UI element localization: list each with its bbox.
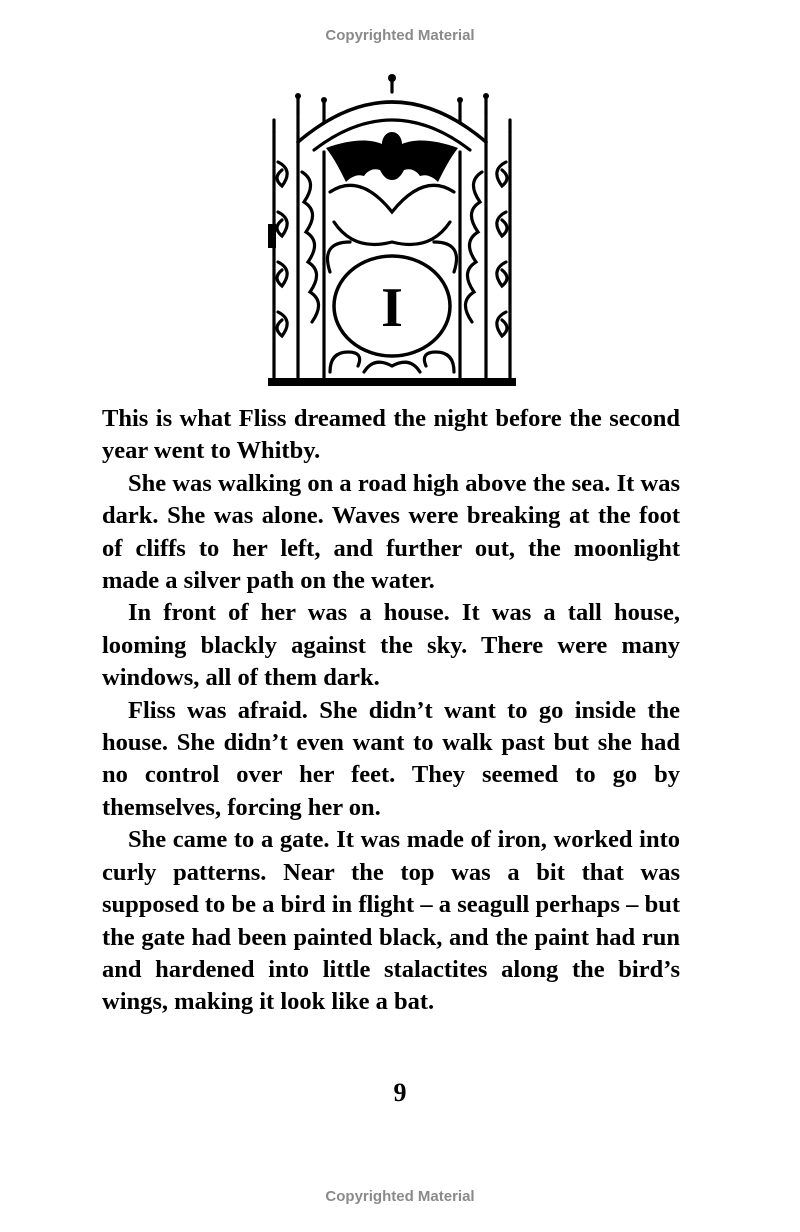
watermark-top: Copyrighted Material xyxy=(325,27,475,44)
paragraph: Fliss was afraid. She didn’t want to go inside the house. She didn’t even want to walk past but she had no control over her feet. They seemed to go by themselves, forcing her on. xyxy=(102,696,680,821)
paragraph: She was walking on a road high above the sea. It was dark. She was alone. Waves were breaking at the foot of cliffs to her left, and further out, the moonlight made a silver path on the water. xyxy=(102,469,680,595)
chapter-body xyxy=(102,403,680,1019)
paragraph: This is what Fliss dreamed the night before the second year went to Whitby. xyxy=(102,405,680,465)
page-number: 9 xyxy=(393,1078,407,1107)
bat-bird-icon xyxy=(326,132,458,182)
paragraph: In front of her was a house. It was a tall house, looming blackly against the sky. There were many windows, all of them dark. xyxy=(102,599,680,692)
paragraph: She came to a gate. It was made of iron, worked into curly patterns. Near the top was a bit that was supposed to be a bird in flight – a seagull perhaps – but the gate had been painted black, and the paint had run and hardened into little stalactites along the bird’s wings, making it look like a bat. xyxy=(102,826,680,1016)
watermark-bottom: Copyrighted Material xyxy=(325,1188,475,1205)
iron-gate-icon xyxy=(264,72,520,390)
chapter-numeral: I xyxy=(381,277,403,339)
